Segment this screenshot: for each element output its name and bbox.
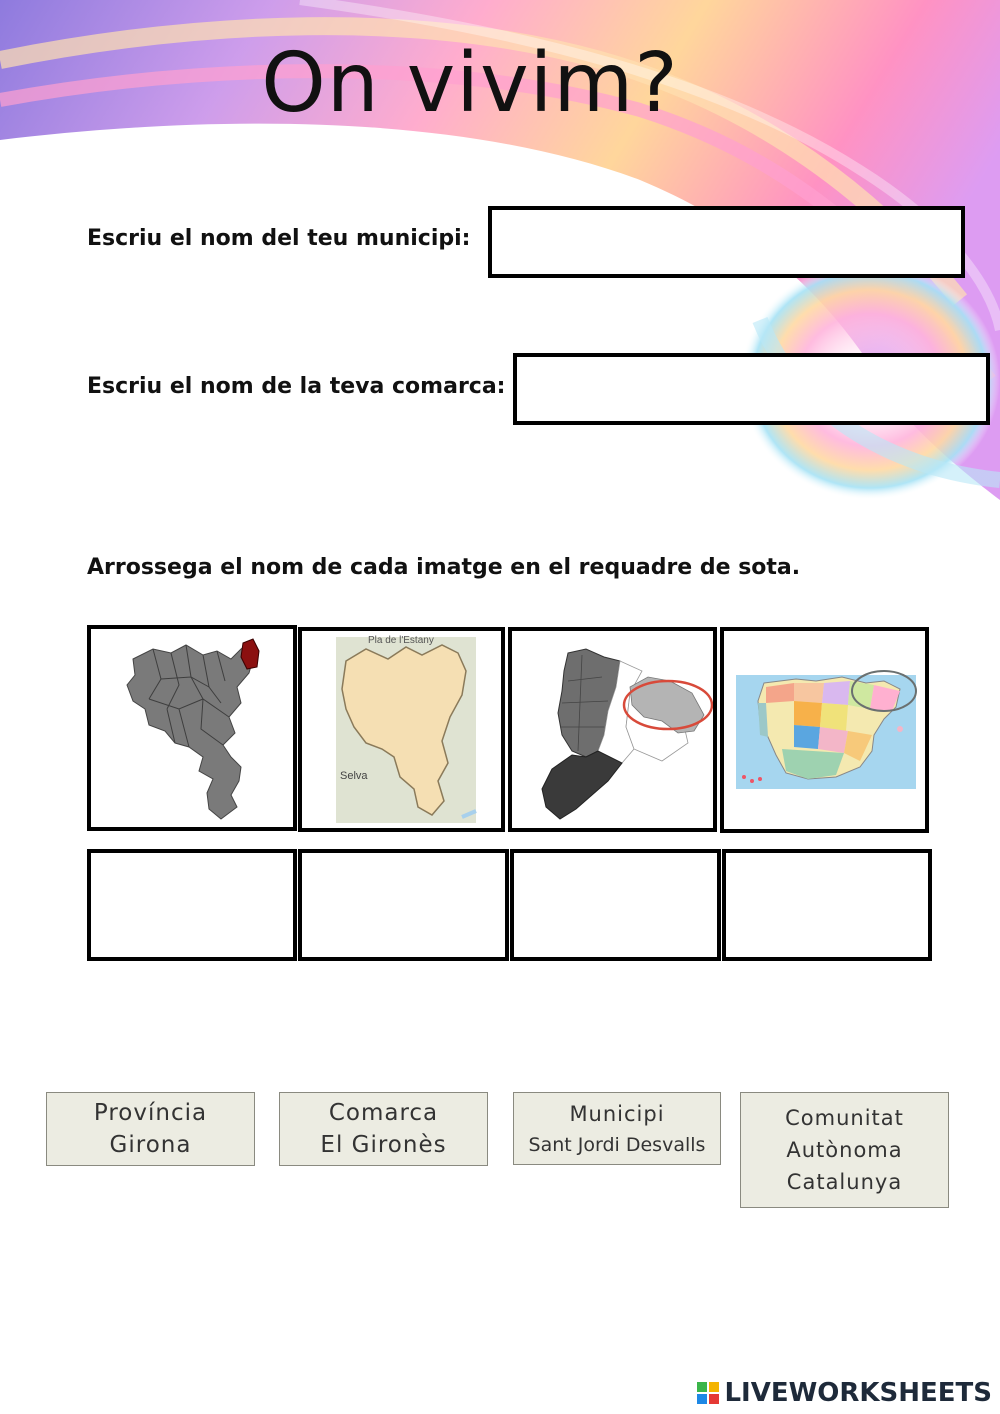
map-label-selva: Selva: [340, 770, 368, 782]
liveworksheets-brand: LIVEWORKSHEETS: [724, 1378, 992, 1408]
card-line: Sant Jordi Desvalls: [528, 1133, 706, 1156]
card-line: El Gironès: [320, 1132, 447, 1158]
drop-box-4[interactable]: [722, 849, 932, 961]
card-line: Província: [93, 1100, 208, 1126]
card-line: Catalunya: [786, 1170, 903, 1194]
drag-card-provincia[interactable]: [46, 1092, 255, 1166]
card-line: Municipi: [569, 1101, 665, 1126]
map-comarca-outline: [302, 631, 501, 828]
image-box-4: [720, 627, 929, 833]
drag-card-comarca[interactable]: [279, 1092, 488, 1166]
liveworksheets-logo-icon: [697, 1382, 719, 1404]
instruction-text: Arrossega el nom de cada imatge en el requadre de sota.: [87, 555, 801, 580]
card-line: Autònoma: [786, 1138, 903, 1162]
drop-box-3[interactable]: [510, 849, 721, 961]
municipi-input[interactable]: [488, 206, 965, 278]
page-title: On vivim?: [261, 36, 679, 131]
drag-card-comunitat[interactable]: [740, 1092, 949, 1208]
comarca-input[interactable]: [513, 353, 990, 425]
drop-box-2[interactable]: [298, 849, 509, 961]
drop-box-1[interactable]: [87, 849, 297, 961]
municipi-label: Escriu el nom del teu municipi:: [87, 226, 471, 251]
image-box-2: [298, 627, 505, 832]
map-spain-autonomous-communities: [724, 631, 925, 829]
drag-card-municipi[interactable]: [513, 1092, 721, 1165]
image-box-1: [87, 625, 297, 831]
map-catalonia-provinces: [512, 631, 713, 828]
image-box-3: [508, 627, 717, 832]
card-line: Comunitat: [785, 1106, 904, 1130]
card-line: Comarca: [328, 1100, 439, 1126]
map-girones-municipalities: [91, 629, 293, 827]
card-line: Girona: [109, 1132, 192, 1158]
comarca-label: Escriu el nom de la teva comarca:: [87, 374, 506, 399]
map-label-pla-estany: Pla de l'Estany: [368, 635, 434, 646]
